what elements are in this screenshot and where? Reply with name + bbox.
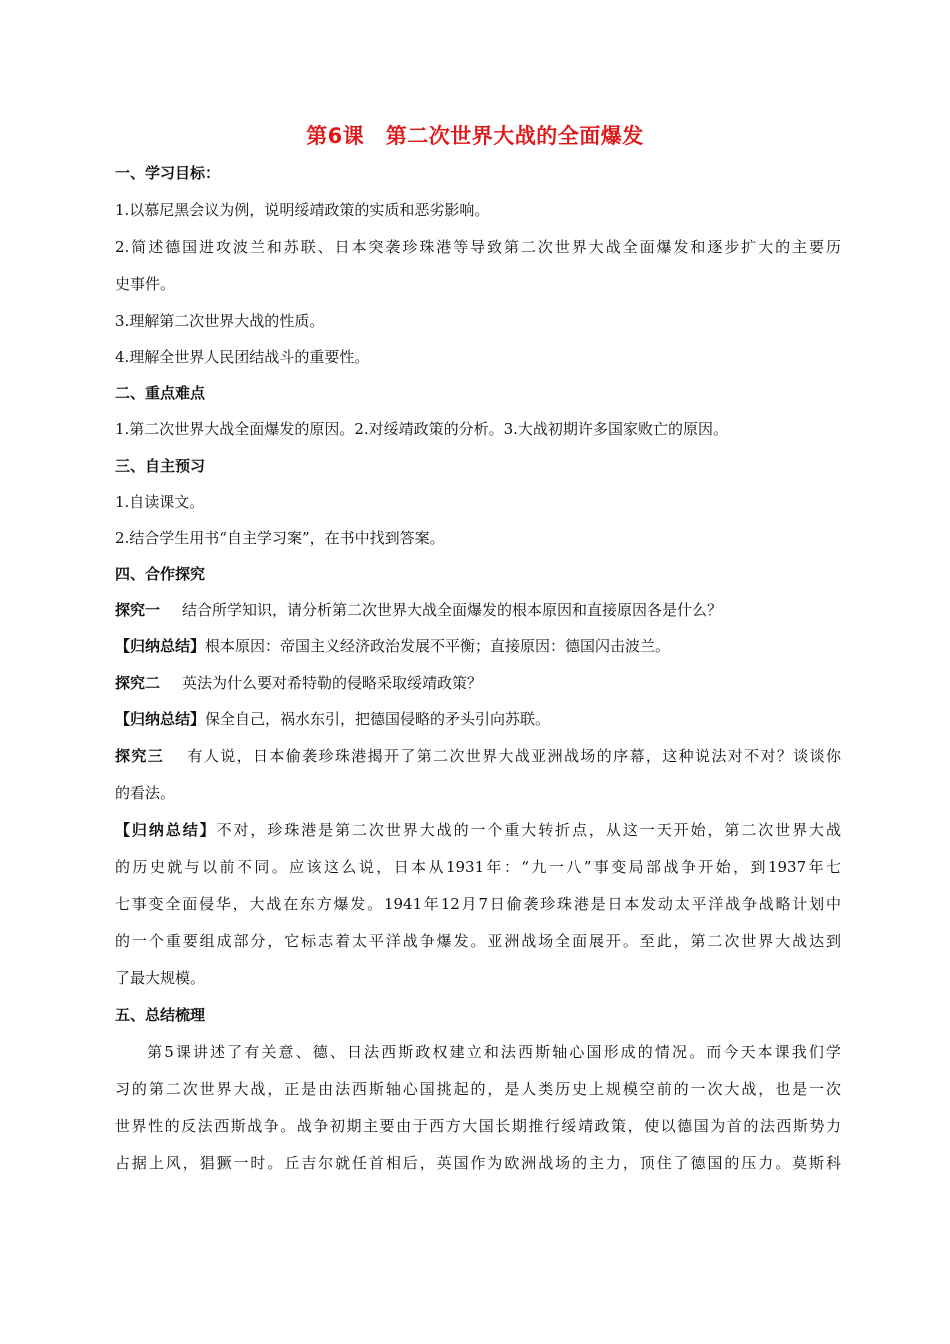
inquiry-answer-3 xyxy=(115,819,841,841)
summary-label: 【归纳总结】 xyxy=(115,821,217,839)
inquiry-question-3 xyxy=(115,745,841,767)
summary-text-line: 的历史就与以前不同。应该这么说，日本从1931年：“九一八”事变局部战争开始，到1937年七 xyxy=(115,858,841,876)
summary-text-line: 的一个重要组成部分，它标志着太平洋战争爆发。亚洲战场全面展开。至此，第二次世界大战达到 xyxy=(115,932,841,950)
objective-item-continued: 史事件。 xyxy=(115,275,176,293)
inquiry-label: 探究一 xyxy=(115,601,161,619)
inquiry-text: 英法为什么要对希特勒的侵略采取绥靖政策？ xyxy=(182,674,483,692)
summary-text-line: 了最大规模。 xyxy=(115,969,206,987)
inquiry-question-1 xyxy=(115,599,841,621)
summary-label: 【归纳总结】 xyxy=(115,710,206,728)
section-heading-objectives: 一、学习目标： xyxy=(115,164,221,182)
objective-item: 1.以慕尼黑会议为例，说明绥靖政策的实质和恶劣影响。 xyxy=(115,201,490,219)
inquiry-label: 探究二 xyxy=(115,674,161,692)
preview-item: 1.自读课文。 xyxy=(115,493,205,511)
inquiry-question-2 xyxy=(115,672,841,694)
summary-text-line: 七事变全面侵华，大战在东方爆发。1941年12月7日偷袭珍珠港是日本发动太平洋战争战略计划中 xyxy=(115,895,841,913)
review-paragraph-line: 占据上风，猖獗一时。丘吉尔就任首相后，英国作为欧洲战场的主力，顶住了德国的压力。莫斯科 xyxy=(115,1154,841,1172)
review-paragraph-line: 世界性的反法西斯战争。战争初期主要由于西方大国长期推行绥靖政策，使以德国为首的法西斯势力 xyxy=(115,1117,841,1135)
objective-item: 2.简述德国进攻波兰和苏联、日本突袭珍珠港等导致第二次世界大战全面爆发和逐步扩大的主要历 xyxy=(115,238,841,256)
section-heading-review: 五、总结梳理 xyxy=(115,1006,206,1024)
section-heading-key-points: 二、重点难点 xyxy=(115,384,206,402)
inquiry-text: 有人说，日本偷袭珍珠港揭开了第二次世界大战亚洲战场的序幕，这种说法对不对？谈谈你 xyxy=(186,747,841,765)
section-heading-inquiry: 四、合作探究 xyxy=(115,565,206,583)
objective-item: 4.理解全世界人民团结战斗的重要性。 xyxy=(115,348,370,366)
summary-label: 【归纳总结】 xyxy=(115,637,206,655)
objective-item: 3.理解第二次世界大战的性质。 xyxy=(115,312,325,330)
inquiry-label: 探究三 xyxy=(115,747,165,765)
review-paragraph-line xyxy=(115,1041,841,1063)
inquiry-text: 结合所学知识，请分析第二次世界大战全面爆发的根本原因和直接原因各是什么？ xyxy=(182,601,723,619)
section-heading-preview: 三、自主预习 xyxy=(115,457,206,475)
preview-item: 2.结合学生用书“自主学习案”，在书中找到答案。 xyxy=(115,529,445,547)
review-text: 第5课讲述了有关意、德、日法西斯政权建立和法西斯轴心国形成的情况。而今天本课我们学 xyxy=(145,1043,841,1061)
review-paragraph-line: 习的第二次世界大战，正是由法西斯轴心国挑起的，是人类历史上规模空前的一次大战，也是一次 xyxy=(115,1080,841,1098)
inquiry-answer-1 xyxy=(115,635,841,657)
lesson-title: 第6课 第二次世界大战的全面爆发 xyxy=(306,124,644,148)
inquiry-question-3-continued: 的看法。 xyxy=(115,784,176,802)
summary-text: 根本原因：帝国主义经济政治发展不平衡；直接原因：德国闪击波兰。 xyxy=(205,637,671,655)
key-points-text: 1.第二次世界大战全面爆发的原因。2.对绥靖政策的分析。3.大战初期许多国家败亡的原因。 xyxy=(115,420,728,438)
inquiry-answer-2 xyxy=(115,708,841,730)
summary-text: 不对，珍珠港是第二次世界大战的一个重大转折点，从这一天开始，第二次世界大战 xyxy=(216,821,841,839)
summary-text: 保全自己，祸水东引，把德国侵略的矛头引向苏联。 xyxy=(205,710,551,728)
